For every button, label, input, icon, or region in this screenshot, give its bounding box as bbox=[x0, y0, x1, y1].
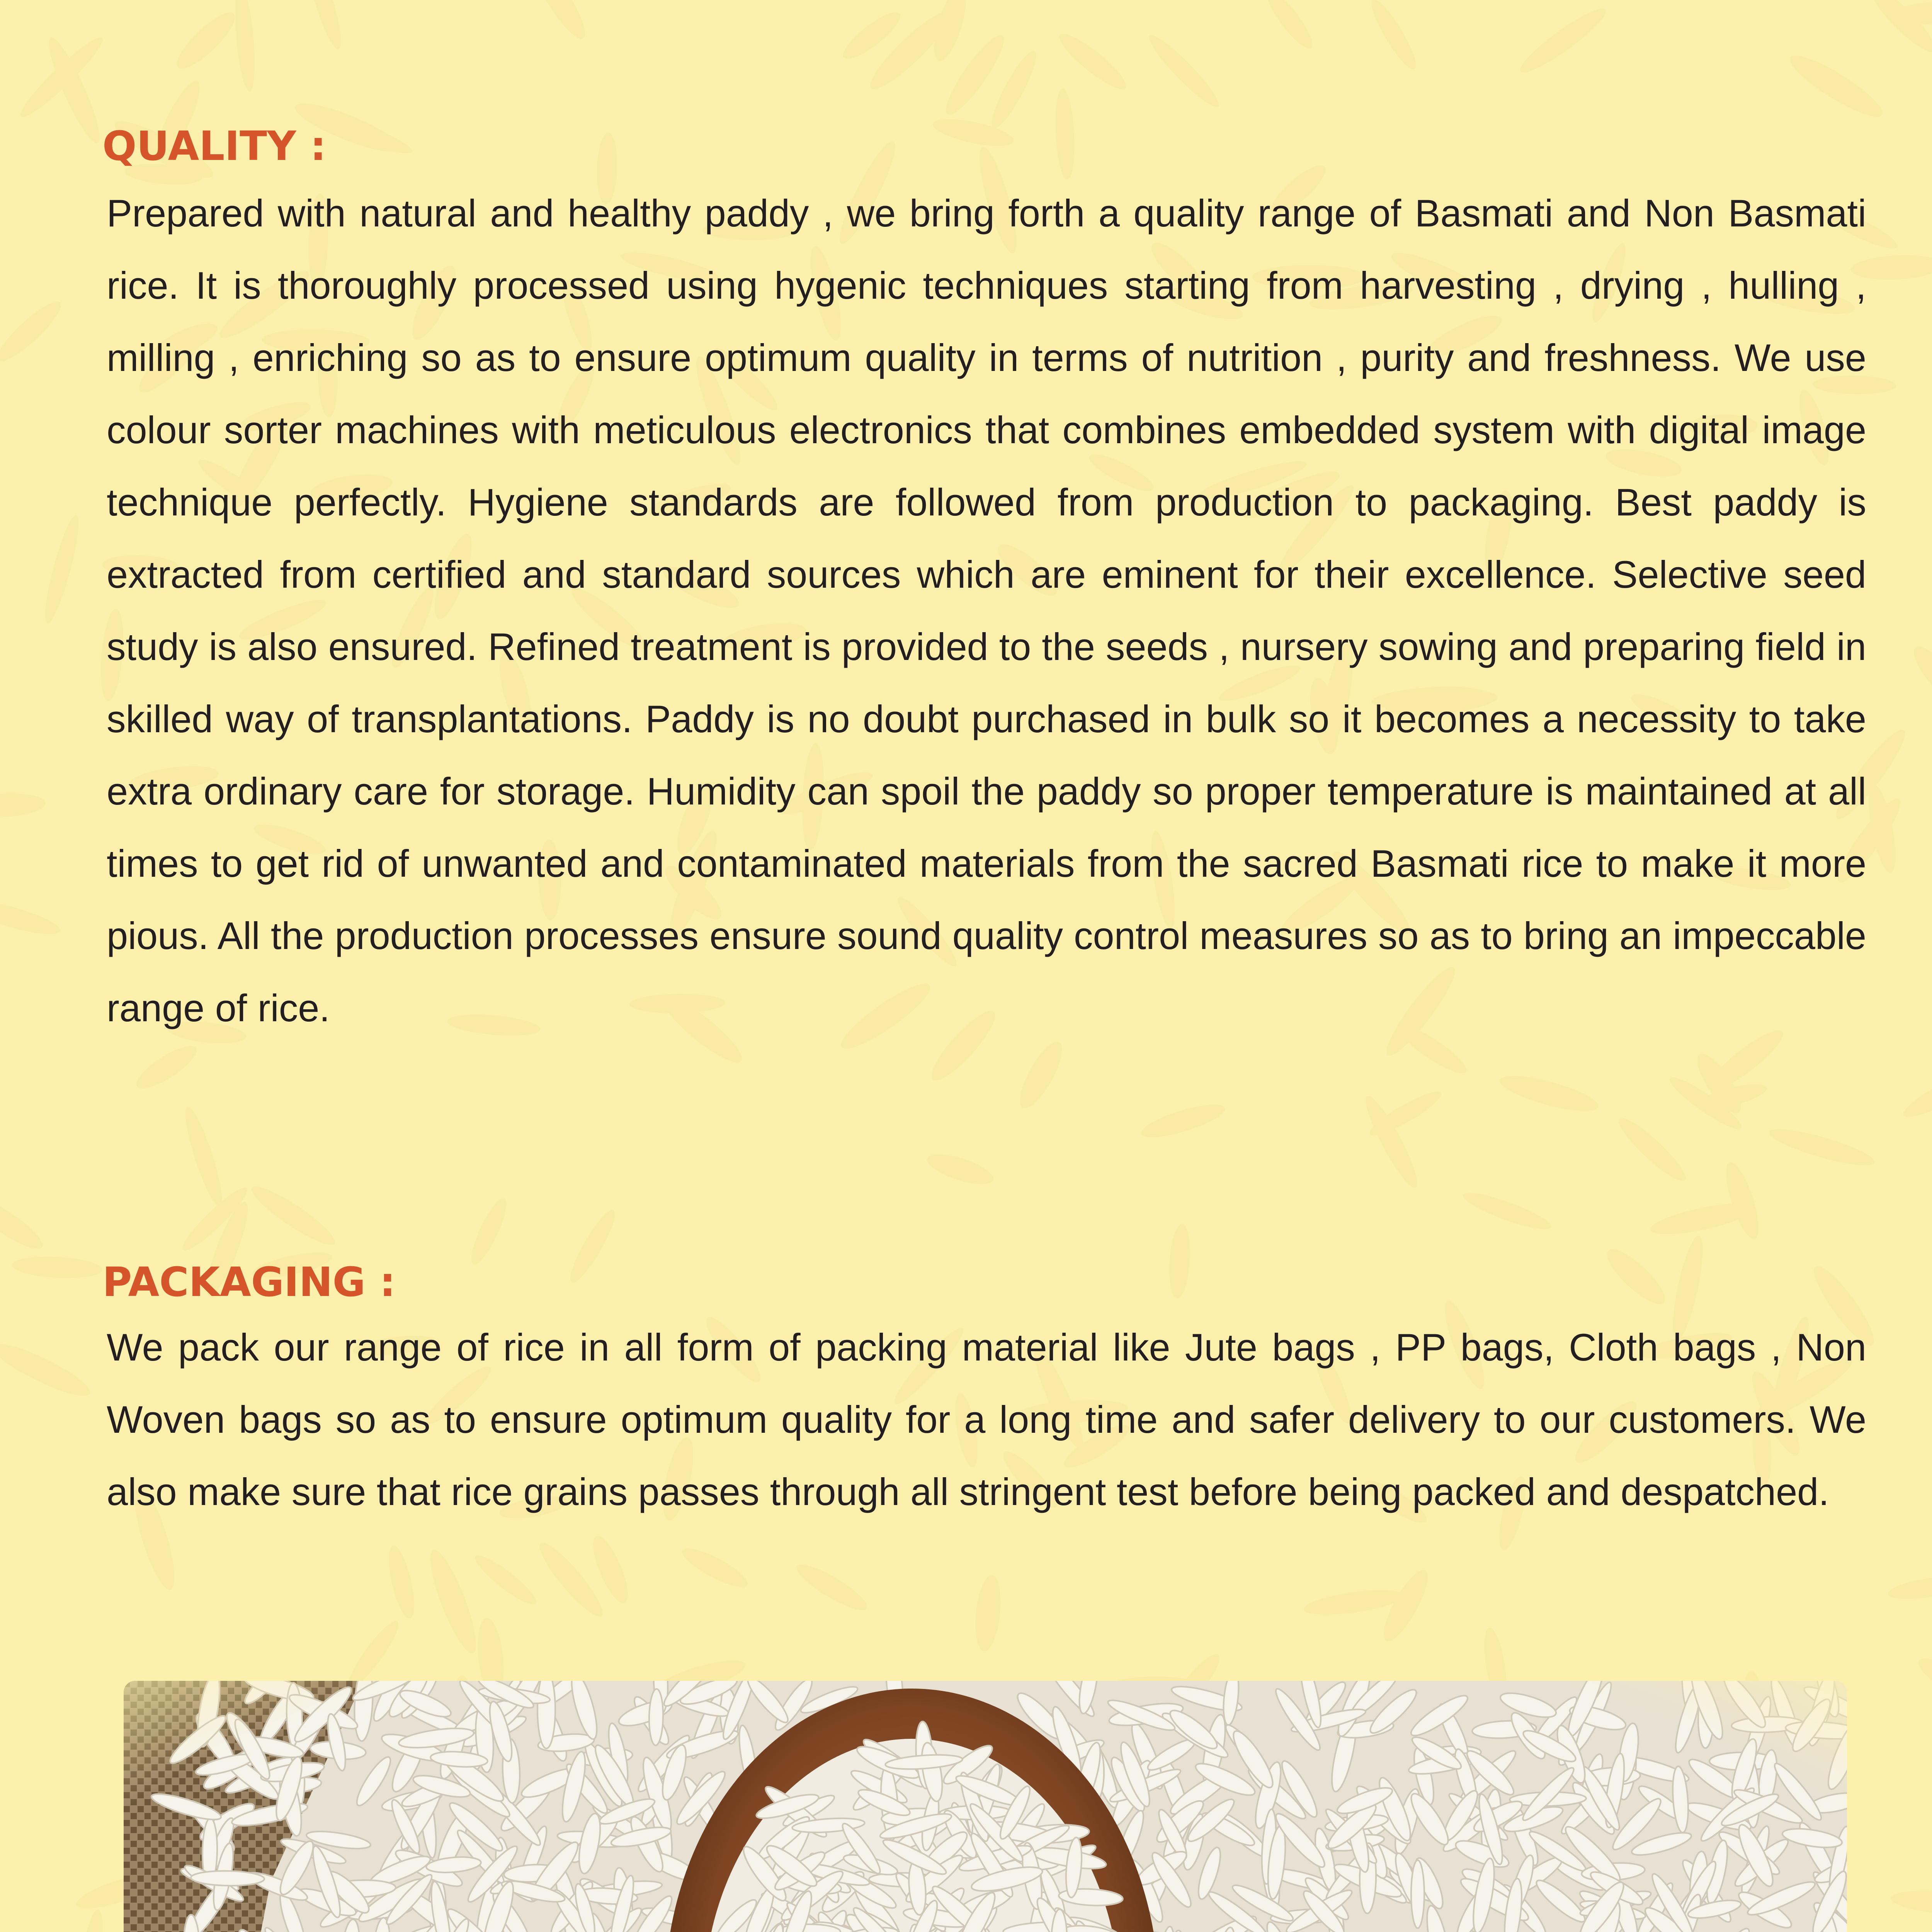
quality-heading: QUALITY : bbox=[102, 122, 327, 170]
rice-spoon-photo bbox=[124, 1681, 1847, 1932]
packaging-heading: PACKAGING : bbox=[102, 1259, 396, 1306]
rice-illustration bbox=[124, 1681, 1847, 1932]
quality-paragraph: Prepared with natural and healthy paddy , we bring forth a quality range of Basmati and Non Basmati rice. It is thoroughly processed using hygenic techniques starting from harvesting , drying , hulling , milling , enriching so as to ensure optimum quality in terms of nutrition , purity and freshness. We use colour sorter machines with meticulous electronics that combines embedded system with digital image technique perfectly. Hygiene standards are followed from production to packaging. Best paddy is extracted from certified and standard sources which are eminent for their excellence. Selective seed study is also ensured. Refined treatment is provided to the seeds , nursery sowing and preparing field in skilled way of transplantations. Paddy is no doubt purchased in bulk so it becomes a necessity to take extra ordinary care for storage. Humidity can spoil the paddy so proper temperature is maintained at all times to get rid of unwanted and contaminated materials from the sacred Basmati rice to make it more pious. All the production processes ensure sound quality control measures so as to bring an impeccable range of rice. bbox=[107, 192, 1866, 1029]
packaging-paragraph: We pack our range of rice in all form of packing material like Jute bags , PP bags, Cloth bags , Non Woven bags so as to ensure optimum quality for a long time and safer delivery to our customers. We also make sure that rice grains passes through all stringent test before being packed and despatched. bbox=[107, 1326, 1866, 1513]
